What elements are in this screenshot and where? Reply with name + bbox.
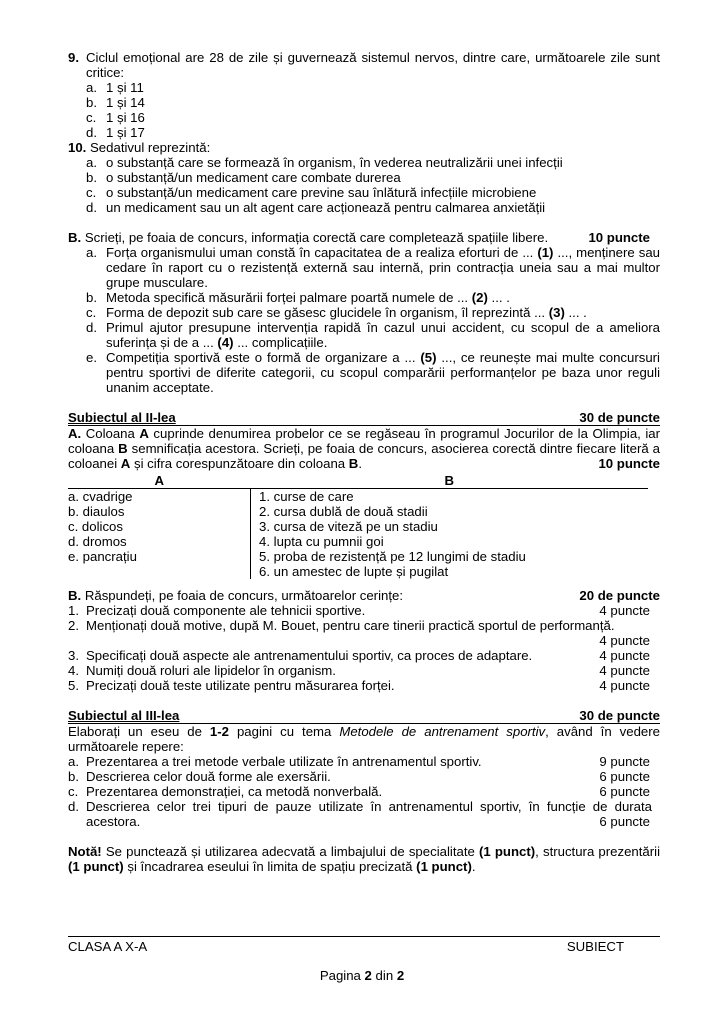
fill-item-e: e. Competiția sportivă este o formă de organizare a ... (5) ..., ce reunește mai multe concursuri pentru sportivi de diferite categorii, cu scopul comparării performanțelor pe baza unor reguli unanim acceptate. — [86, 350, 660, 395]
column-b-header: B — [251, 473, 649, 489]
page-number: Pagina 2 din 2 — [319, 968, 405, 983]
essay-point-d: d. Descrierea celor trei tipuri de pauze utilizate în antrenamentul sportiv, în funcție de durata acestora. 6 puncte — [68, 799, 652, 829]
requirement-4: 4. Numiți două roluri ale lipidelor în organism. 4 puncte — [68, 663, 650, 678]
points-badge: 10 puncte — [588, 230, 650, 245]
fill-item-a: a. Forța organismului uman constă în capacitatea de a realiza eforturi de ... (1) ..., menținere sau cedare în raport cu o rezistență externă sau internă, prin contracția uneia sau a mai multor grupe musculare. — [86, 245, 660, 290]
column-a-header: A — [68, 473, 251, 489]
section-2a-instructions: A. Coloana A cuprinde denumirea probelor ce se regăseau în programul Jocurilor de la Olimpia, iar coloana B semnificația acestora. Scrieți, pe foaia de concurs, asocierea corectă dintre fiecare literă a coloanei A și cifra corespunzătoare din coloana B. 10 puncte — [68, 426, 661, 471]
option-c: c. o substanță/un medicament care previne sau înlătură infecțiile microbiene — [86, 185, 537, 200]
column-b: 1. curse de care 2. cursa dublă de două stadii 3. cursa de viteză pe un stadiu 4. lupta cu pumnii goi 5. proba de rezistență pe 12 lungimi de stadiu 6. un amestec de lupte și pugilat — [259, 489, 526, 579]
essay-instructions: Elaborați un eseu de 1-2 pagini cu tema Metodele de antrenament sportiv, având în vedere următoarele repere: — [68, 724, 660, 754]
option-b: b. o substanță/un medicament care combate durerea — [86, 170, 401, 185]
option-b: b. 1 și 14 — [86, 95, 145, 110]
option-d: d. un medicament sau un alt agent care acționează pentru calmarea anxietății — [86, 200, 546, 215]
option-a: a. o substanță care se formează în organism, în vederea neutralizării unei infecții — [86, 155, 563, 170]
section-2b-intro: B. Răspundeți, pe foaia de concurs, următoarelor cerințe: 20 de puncte — [68, 588, 660, 603]
grading-note: Notă! Se punctează și utilizarea adecvată a limbajului de specialitate (1 punct), structura prezentării (1 punct) și încadrarea eseului în limita de spațiu precizată (1 punct). — [68, 844, 660, 874]
fill-item-d: d. Primul ajutor presupune intervenția rapidă în cazul unui accident, cu scopul de a ameliora suferința și de a ... (4) ... complicațiile. — [86, 320, 660, 350]
section-3-heading: Subiectul al III-lea 30 de puncte — [68, 708, 660, 723]
requirement-1: 1. Precizați două componente ale tehnicii sportive. 4 puncte — [68, 603, 650, 618]
matching-table — [68, 473, 648, 579]
exam-page — [68, 50, 660, 874]
essay-point-b: b. Descrierea celor două forme ale exersării. 6 puncte — [68, 769, 650, 784]
option-d: d. 1 și 17 — [86, 125, 145, 140]
footer-label: SUBIECT — [566, 939, 624, 954]
page-footer — [68, 936, 660, 954]
requirement-2: 2. Menționați două motive, după M. Bouet, pentru care tinerii practică sportul de performanță. 4 puncte — [68, 618, 650, 648]
question-number: 10. — [68, 140, 87, 155]
essay-point-c: c. Prezentarea demonstrației, ca metodă nonverbală. 6 puncte — [68, 784, 650, 799]
points-badge: 10 puncte — [598, 456, 660, 471]
requirement-3: 3. Specificați două aspecte ale antrenamentului sportiv, ca proces de adaptare. 4 puncte — [68, 648, 650, 663]
points-badge: 20 de puncte — [579, 588, 660, 603]
fill-item-c: c. Forma de depozit sub care se găsesc glucidele în organism, îl reprezintă ... (3) ... . — [86, 305, 587, 320]
requirement-5: 5. Precizați două teste utilizate pentru măsurarea forței. 4 puncte — [68, 678, 650, 693]
question-number: 9. — [68, 50, 79, 65]
part-b-intro: B. Scrieți, pe foaia de concurs, informația corectă care completează spațiile libere. 10 puncte — [68, 230, 650, 245]
fill-item-b: b. Metoda specifică măsurării forței palmare poartă numele de ... (2) ... . — [86, 290, 510, 305]
question-text: Sedativul reprezintă: — [90, 140, 211, 155]
option-c: c. 1 și 16 — [86, 110, 145, 125]
option-a: a. 1 și 11 — [86, 80, 144, 95]
section-2-heading: Subiectul al II-lea 30 de puncte — [68, 410, 660, 425]
column-a: a. cvadrige b. diaulos c. dolicos d. dromos e. pancrațiu — [68, 489, 251, 580]
question-9 — [68, 50, 660, 80]
question-text: Ciclul emoțional are 28 de zile și guvernează sistemul nervos, dintre care, următoarele zile sunt critice: — [86, 50, 660, 80]
question-10 — [68, 140, 660, 155]
footer-class: CLASA A X-A — [68, 939, 148, 954]
essay-point-a: a. Prezentarea a trei metode verbale utilizate în antrenamentul sportiv. 9 puncte — [68, 754, 650, 769]
